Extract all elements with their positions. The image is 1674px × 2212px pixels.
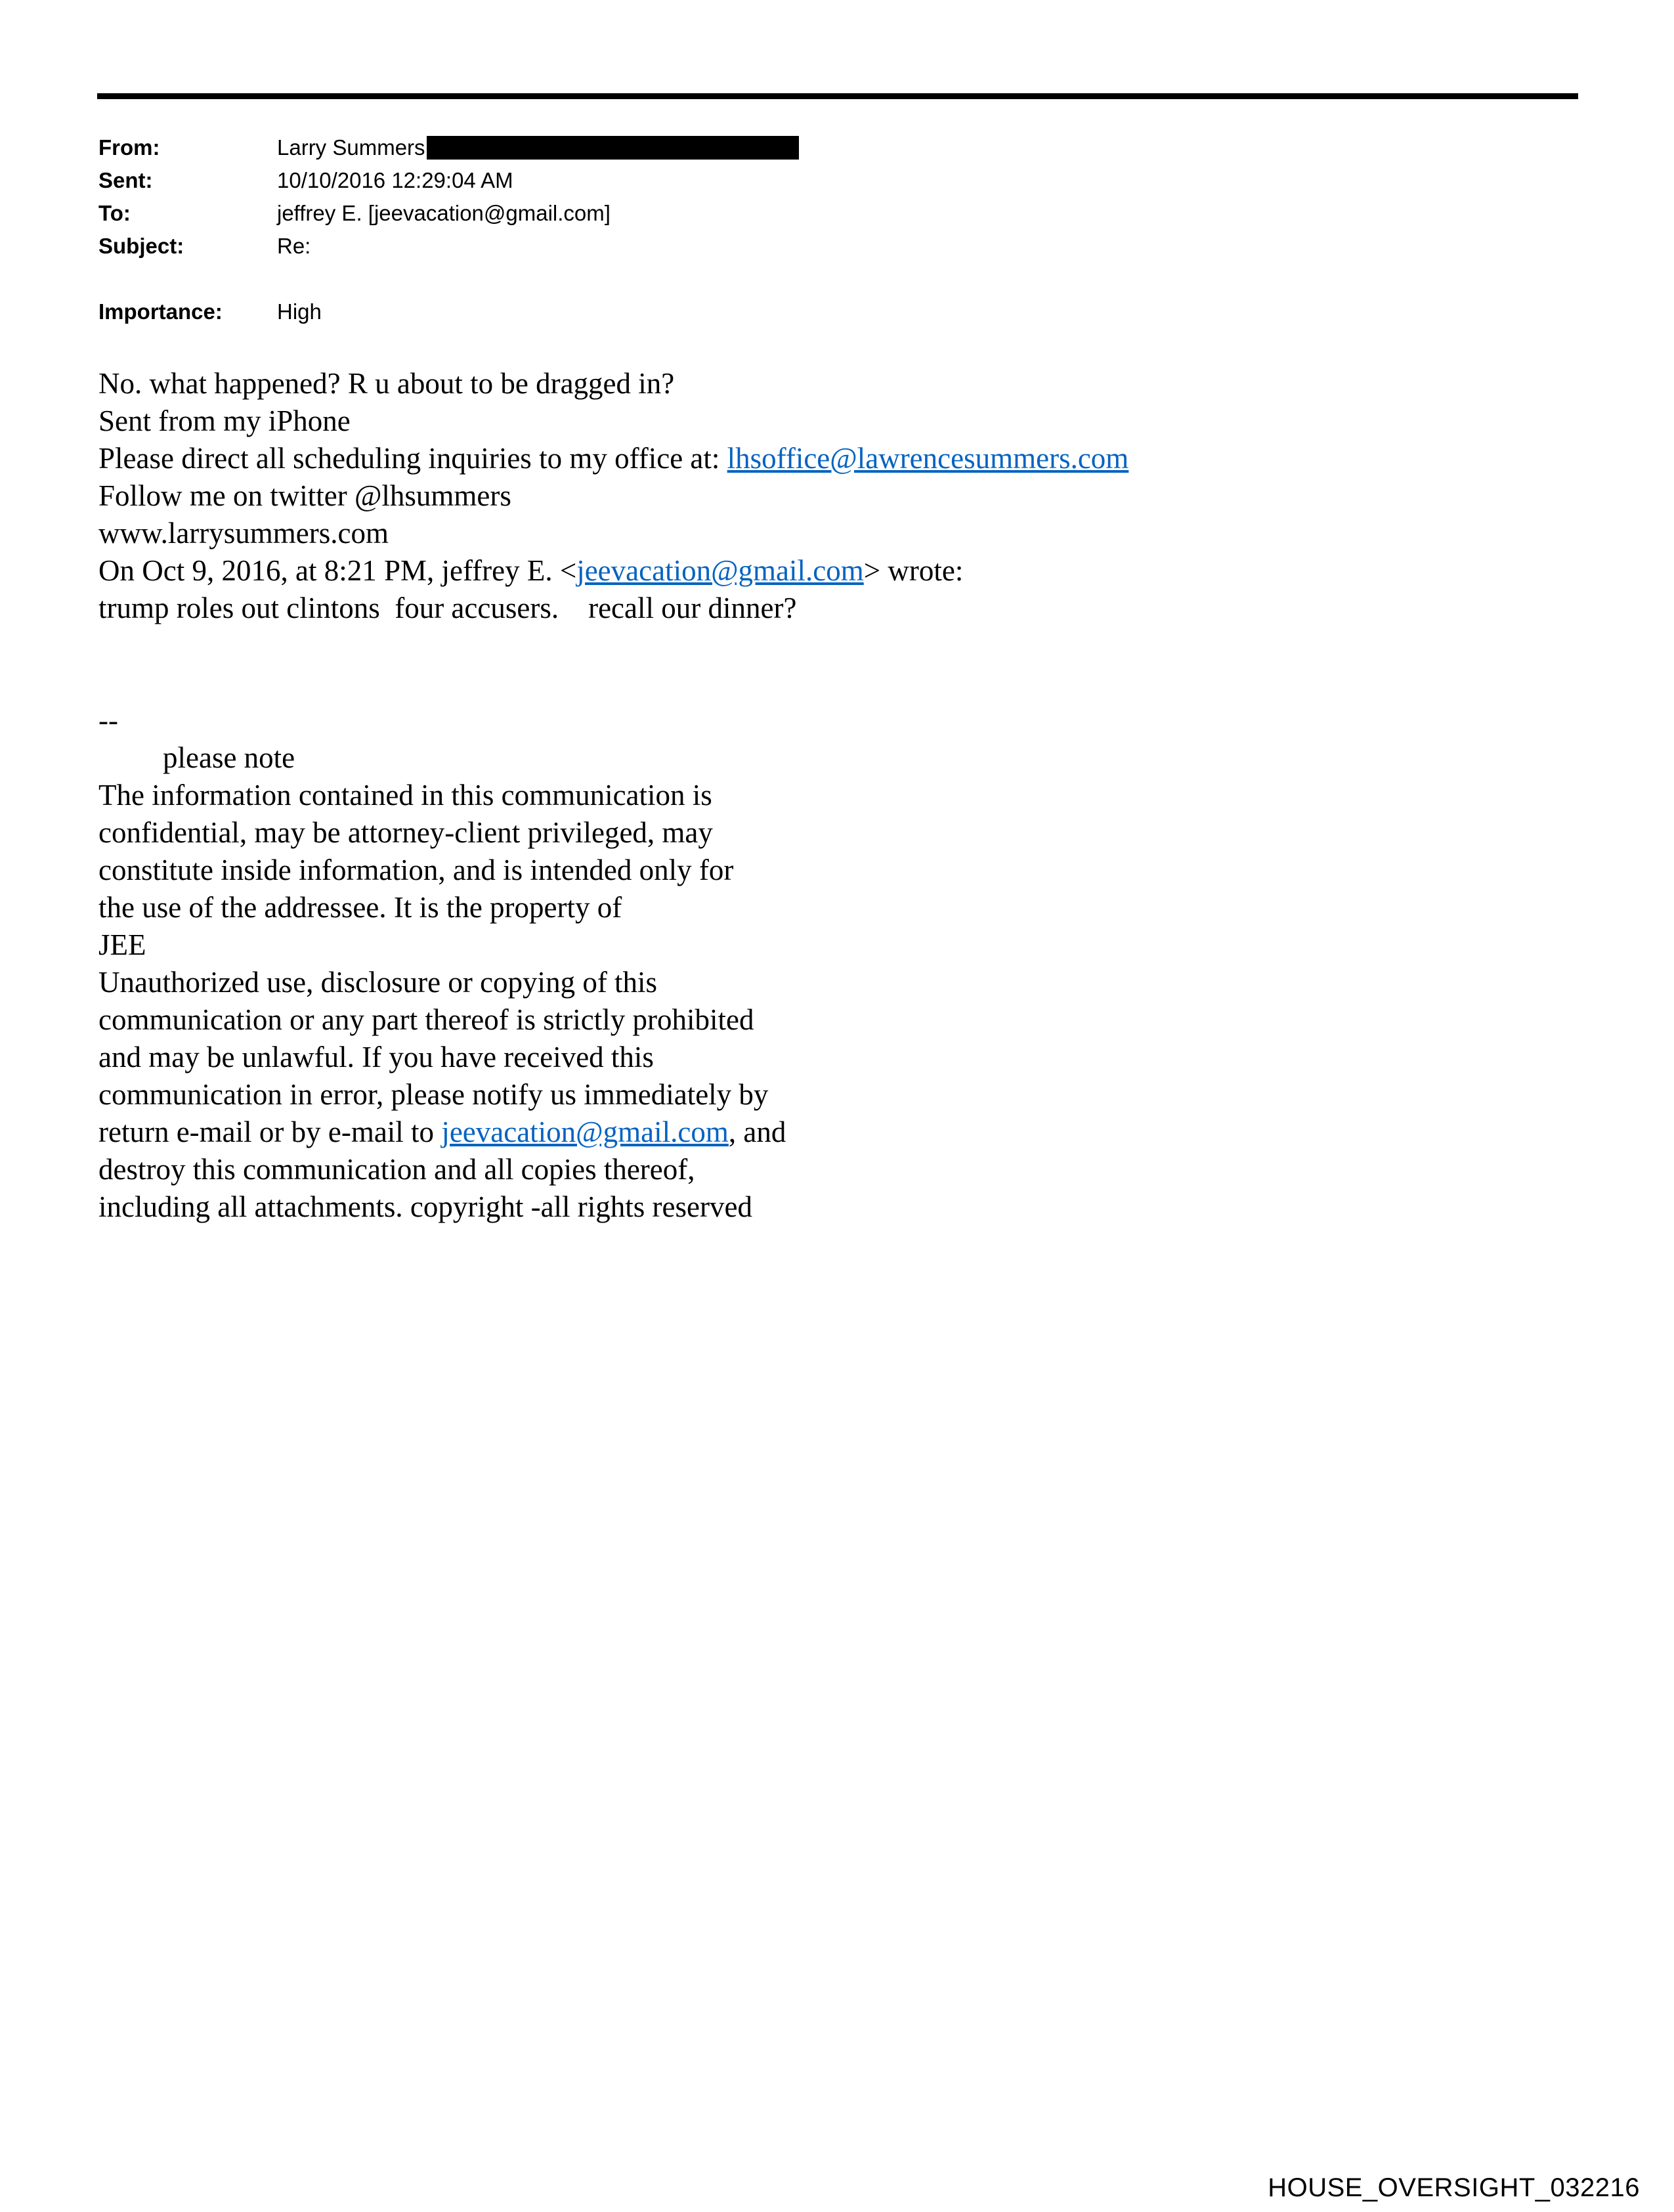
sent-from-line: Sent from my iPhone xyxy=(98,404,351,437)
quoted-sender-email-link[interactable]: jeevacation@gmail.com xyxy=(576,554,864,587)
header-row-from xyxy=(98,131,799,164)
header-row-to xyxy=(98,197,799,230)
quote-header-suffix: > wrote: xyxy=(863,554,964,587)
importance-value: High xyxy=(277,299,322,324)
disclaimer-line: communication in error, please notify us immediately by xyxy=(98,1078,769,1111)
quoted-message: trump roles out clintons four accusers. recall our dinner? xyxy=(98,592,797,624)
disclaimer-line: confidential, may be attorney-client privileged, may xyxy=(98,816,713,849)
from-sender-name: Larry Summers xyxy=(277,135,425,160)
disclaimer-line: JEE xyxy=(98,928,146,961)
disclaimer-line: destroy this communication and all copies thereof, xyxy=(98,1153,695,1186)
email-body xyxy=(98,365,1247,1226)
subject-value: Re: xyxy=(277,234,311,258)
disclaimer-line: The information contained in this communication is xyxy=(98,779,712,812)
from-value xyxy=(277,131,799,164)
disclaimer-line: communication or any part thereof is strictly prohibited xyxy=(98,1003,754,1036)
header-row-importance xyxy=(98,295,799,328)
website-line: www.larrysummers.com xyxy=(98,517,389,550)
importance-label: Importance: xyxy=(98,299,223,324)
sent-value: 10/10/2016 12:29:04 AM xyxy=(277,168,513,192)
twitter-line: Follow me on twitter @lhsummers xyxy=(98,479,511,512)
header-row-subject xyxy=(98,230,799,263)
quote-header-line xyxy=(98,552,1247,590)
sent-label: Sent: xyxy=(98,168,153,192)
document-id-label: HOUSE_OVERSIGHT_032216 xyxy=(1268,2173,1640,2202)
disclaimer-link-suffix: , and xyxy=(728,1116,786,1148)
disclaimer-link-prefix: return e-mail or by e-mail to xyxy=(98,1116,442,1148)
quote-header-prefix: On Oct 9, 2016, at 8:21 PM, jeffrey E. < xyxy=(98,554,577,587)
from-label: From: xyxy=(98,135,160,160)
to-label: To: xyxy=(98,201,131,225)
please-note-line: please note xyxy=(163,741,295,774)
disclaimer-line: constitute inside information, and is intended only for xyxy=(98,854,734,886)
scheduling-email-link[interactable]: lhsoffice@lawrencesummers.com xyxy=(727,442,1129,475)
scheduling-text: Please direct all scheduling inquiries to my office at: xyxy=(98,442,727,475)
disclaimer-link-line xyxy=(98,1114,1247,1151)
redaction-bar xyxy=(427,136,799,160)
signature-dashes: -- xyxy=(98,704,118,737)
scheduling-line xyxy=(98,440,1247,477)
disclaimer-line: and may be unlawful. If you have received this xyxy=(98,1041,654,1073)
header-row-sent xyxy=(98,164,799,197)
email-header-block xyxy=(98,131,799,328)
subject-label: Subject: xyxy=(98,234,184,258)
signature-block xyxy=(98,702,1247,1226)
disclaimer-line: the use of the addressee. It is the property of xyxy=(98,891,622,924)
disclaimer-line: Unauthorized use, disclosure or copying of this xyxy=(98,966,658,999)
disclaimer-line: including all attachments. copyright -all rights reserved xyxy=(98,1190,752,1223)
disclaimer-email-link[interactable]: jeevacation@gmail.com xyxy=(441,1116,729,1148)
header-divider-rule xyxy=(97,93,1578,99)
to-value: jeffrey E. [jeevacation@gmail.com] xyxy=(277,201,611,225)
reply-text: No. what happened? R u about to be dragged in? xyxy=(98,367,675,400)
